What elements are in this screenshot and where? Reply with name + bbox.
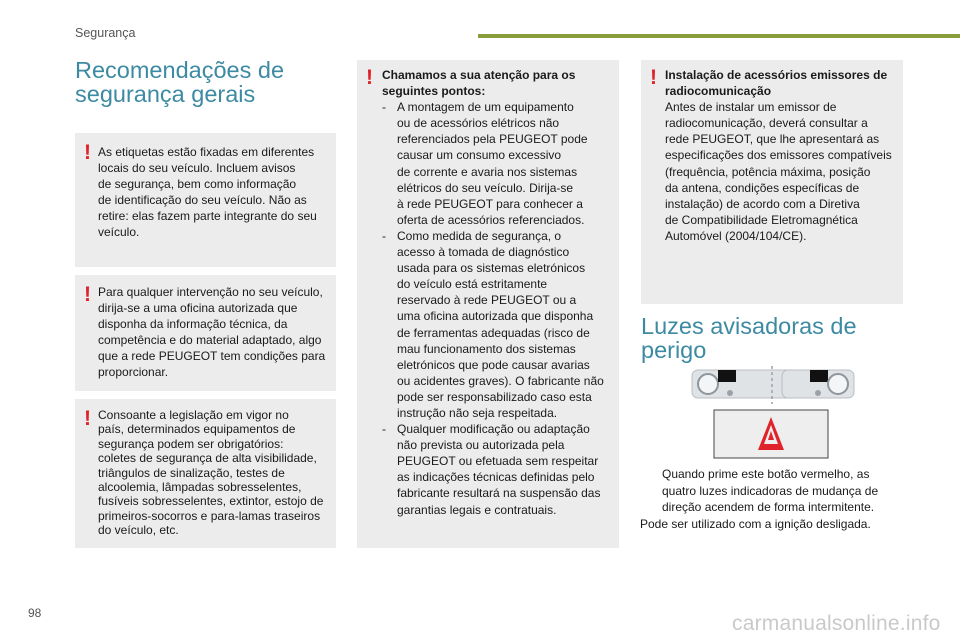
warning-text-accessories [382, 67, 616, 518]
text-line: instalação) de acordo com a Diretiva [665, 196, 860, 211]
text-line: locais do seu veículo. Incluem avisos [98, 161, 296, 176]
text-line: radiocomunicação, deverá consultar a [665, 116, 868, 131]
text-line: que a rede PEUGEOT tem condições para [98, 349, 326, 364]
text-line: fusíveis sobresselentes, extintor, estojo de [98, 494, 324, 509]
hazard-button-illustration [714, 410, 828, 458]
warning-icon: ! [84, 283, 91, 306]
text-line: PEUGEOT ou efetuada sem respeitar [397, 454, 599, 469]
text-line: radiocomunicação [665, 84, 772, 99]
hazard-lights-description [640, 466, 902, 532]
text-line: eletrónicos que pode causar avarias [397, 357, 590, 372]
text-line: competência e do material adaptado, algo [98, 333, 322, 348]
text-line: do veículo, etc. [98, 523, 179, 538]
text-line: garantias legais e contratuais. [397, 502, 557, 517]
text-line: Como medida de segurança, o [397, 228, 562, 243]
text-line: direção acendem de forma intermitente. [662, 500, 875, 514]
text-line: Para qualquer intervenção no seu veículo, [98, 285, 323, 299]
warning-icon: ! [366, 66, 373, 89]
text-line: especificações dos emissores compatíveis [665, 148, 892, 163]
text-line: oferta de acessórios referenciados. [397, 212, 585, 227]
steering-wheel-icon [698, 374, 718, 394]
section-label: Segurança [75, 26, 136, 40]
text-line: instrução não seja respeitada. [397, 405, 558, 420]
hazard-lights-illustration [640, 362, 902, 462]
text-line: alcoolemia, lâmpadas sobresselentes, [98, 480, 302, 495]
text-line: elétricos do seu veículo. Dirija-se [397, 180, 574, 195]
text-line: (frequência, potência máxima, posição [665, 164, 871, 179]
list-item: - A montagem de um equipamento ou de acessórios elétricos não referenciados pela PEUGEOT pode causar um consumo excessivo de corrente e avaria nos sistemas elétricos do seu veículo. Dirija-se à rede PEUGEOT para conhecer a oferta de acessórios referenciados. [382, 99, 616, 228]
text-line: primeiros-socorros e para-lamas traseiros [98, 508, 321, 523]
warning-icon: ! [650, 66, 657, 89]
top-accent-bar [478, 34, 960, 38]
text-line: ou de acessórios elétricos não [397, 116, 560, 131]
text-line: triângulos de sinalização, testes de [98, 465, 285, 480]
text-line: Antes de instalar um emissor de [665, 100, 837, 115]
list-item: - Como medida de segurança, o acesso à tomada de diagnóstico usada para os sistemas eletrónicos do veículo está estritamente reservado à rede PEUGEOT ou a uma oficina autorizada que disponha de ferramentas adequadas (risco de mau funcionamento dos sistemas eletrónicos que pode causar avarias ou acidentes graves). O fabricante não pode ser responsabilizado caso esta instrução não seja respeitada. [382, 228, 616, 421]
warning-text-equipment [98, 408, 334, 538]
text-line: Consoante a legislação em vigor no [98, 408, 289, 422]
text-line: retire: elas fazem parte integrante do seu [98, 209, 317, 224]
text-line: rede PEUGEOT, que lhe apresentará as [665, 132, 880, 147]
page-number: 98 [28, 606, 42, 620]
text-line: mau funcionamento dos sistemas [397, 341, 576, 356]
text-line: Pode ser utilizado com a ignição desligada. [640, 516, 871, 531]
text-line: causar um consumo excessivo [397, 148, 562, 163]
text-line: As etiquetas estão fixadas em diferentes [98, 145, 315, 159]
text-line: usada para os sistemas eletrónicos [397, 261, 586, 276]
text-line: de Compatibilidade Eletromagnética [665, 212, 858, 227]
text-line: pode ser responsabilizado caso esta [397, 389, 592, 404]
text-line: coletes de segurança de alta visibilidade, [98, 451, 317, 466]
text-line: Instalação de acessórios emissores de [665, 68, 888, 82]
text-line: segurança podem ser obrigatórios: [98, 436, 284, 451]
text-line: Qualquer modificação ou adaptação [397, 422, 590, 437]
text-line: Quando prime este botão vermelho, as [662, 467, 870, 481]
text-line: referenciados pela PEUGEOT pode [397, 132, 588, 147]
list-item: - Qualquer modificação ou adaptação não prevista ou autorizada pela PEUGEOT ou efetuada sem respeitar as indicações técnicas definidas pelo fabricante resultará na suspensão das garantias legais e contratuais. [382, 421, 616, 518]
text-line: país, determinados equipamentos de [98, 422, 296, 437]
text-line: à rede PEUGEOT para conhecer a [397, 196, 583, 211]
text-line: quatro luzes indicadoras de mudança de [662, 483, 879, 498]
text-line: as indicações técnicas definidas pelo [397, 470, 595, 485]
text-line: da antena, condições específicas de [665, 180, 860, 195]
text-line: disponha da informação técnica, da [98, 317, 288, 332]
text-line: Automóvel (2004/104/CE). [665, 228, 807, 243]
text-line: de ferramentas adequadas (risco de [397, 325, 590, 340]
text-line: não prevista ou autorizada pela [397, 438, 565, 453]
text-line: proporcionar. [98, 365, 169, 380]
warning-text-radio [665, 67, 901, 244]
section-title-hazard-lights: Luzes avisadoras de perigo [641, 313, 857, 363]
text-line: veículo. [98, 225, 140, 240]
warning-text-labels [98, 144, 334, 241]
text-line: reservado à rede PEUGEOT ou a [397, 293, 577, 308]
dashboard-right-illustration [782, 370, 854, 398]
text-line: A montagem de um equipamento [397, 100, 574, 115]
watermark: carmanualsonline.info [732, 612, 941, 635]
warning-text-workshop [98, 284, 334, 381]
text-line: do veículo está estritamente [397, 277, 548, 292]
warning-icon: ! [84, 407, 91, 430]
text-line: de segurança, bem como informação [98, 177, 297, 192]
text-line: Chamamos a sua atenção para os [382, 68, 576, 82]
text-line: dirija-se a uma oficina autorizada que [98, 301, 298, 316]
text-line: acesso à tomada de diagnóstico [397, 245, 570, 260]
dashboard-left-illustration [692, 370, 792, 398]
text-line: fabricante resultará na suspensão das [397, 486, 601, 501]
text-line: seguintes pontos: [382, 84, 486, 99]
warning-icon: ! [84, 141, 91, 164]
text-line: uma oficina autorizada que disponha [397, 309, 594, 324]
steering-wheel-icon [828, 374, 848, 394]
page-title-general-safety: Recomendações de segurança gerais [75, 57, 285, 107]
text-line: de identificação do seu veículo. Não as [98, 193, 307, 208]
text-line: ou acidentes graves). O fabricante não [397, 373, 604, 388]
text-line: de corrente e avaria nos sistemas [397, 164, 578, 179]
